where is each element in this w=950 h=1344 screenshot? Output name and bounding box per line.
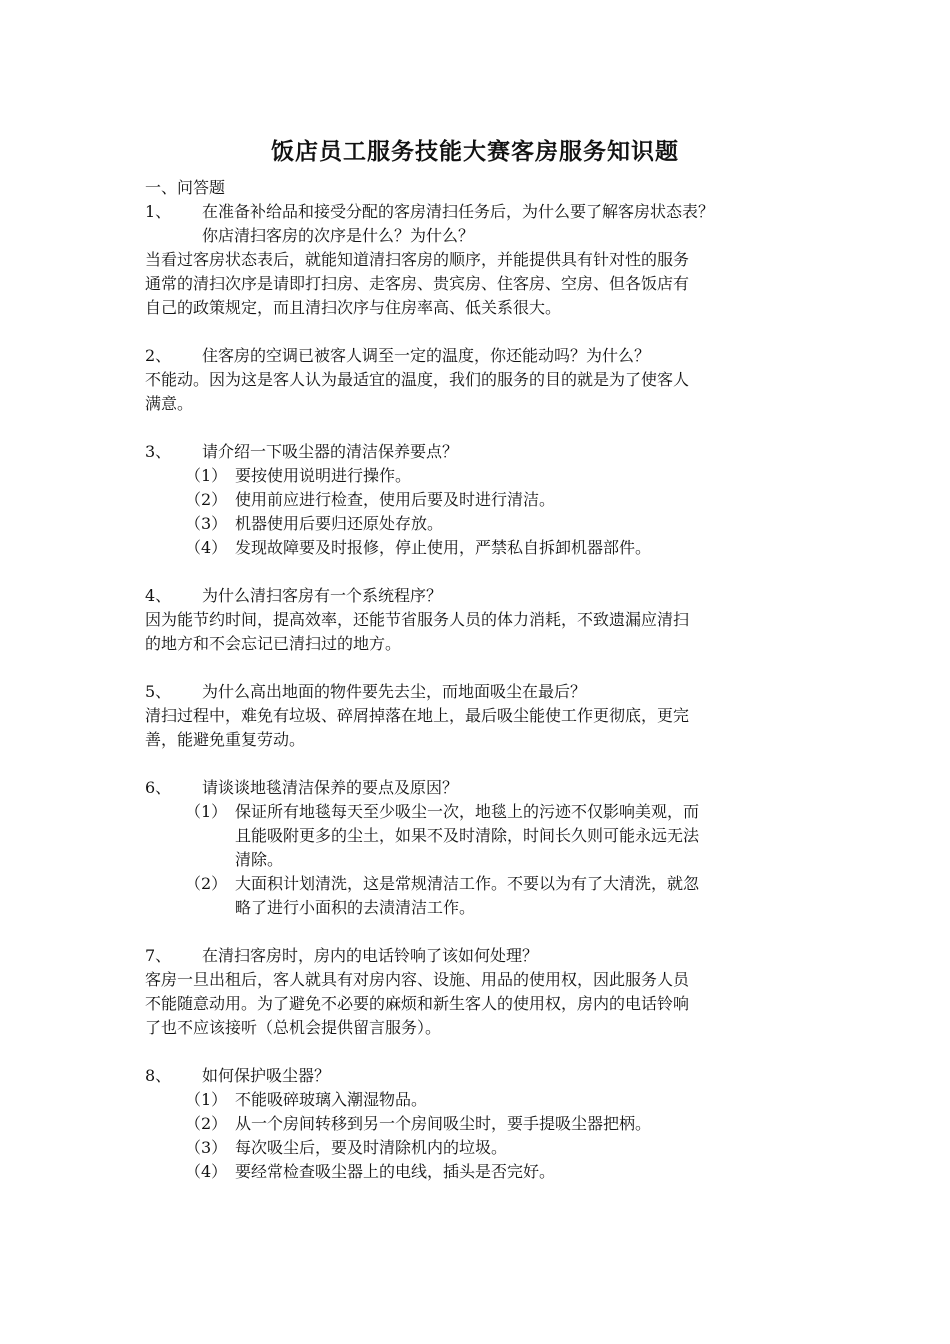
list-item-line: 保证所有地毯每天至少吸尘一次，地毯上的污迹不仅影响美观，而: [235, 802, 700, 821]
question-2: [145, 344, 825, 368]
question-number: 6、: [145, 778, 172, 797]
question-text: [202, 200, 825, 248]
list-item: [185, 536, 825, 560]
question-text: [202, 944, 825, 968]
question-8: [145, 1064, 825, 1088]
list-item-line: 大面积计划清洗，这是常规清洁工作。不要以为有了大清洗，就忽: [235, 874, 700, 893]
list-item-text: [235, 1088, 825, 1112]
question-1: [145, 200, 825, 248]
question-7: [145, 944, 825, 968]
list-item-line: 要按使用说明进行操作。: [235, 466, 412, 485]
answer-line: 因为能节约时间，提高效率，还能节省服务人员的体力消耗，不致遗漏应清扫: [145, 610, 690, 629]
list-item-line: 使用前应进行检查，使用后要及时进行清洁。: [235, 490, 556, 509]
list-item-line: 且能吸附更多的尘土，如果不及时清除，时间长久则可能永远无法: [235, 826, 700, 845]
list-item-line: 清除。: [235, 850, 284, 869]
question-number: 7、: [145, 946, 172, 965]
list-item: [185, 464, 825, 488]
answer-line: 满意。: [145, 394, 194, 413]
answer-line: 不能随意动用。为了避免不必要的麻烦和新生客人的使用权，房内的电话铃响: [145, 994, 690, 1013]
question-line: 请谈谈地毯清洁保养的要点及原因？: [202, 778, 459, 797]
list-item-marker: （4）: [185, 538, 228, 557]
list-item-line: 发现故障要及时报修，停止使用，严禁私自拆卸机器部件。: [235, 538, 652, 557]
question-text: [202, 680, 825, 704]
question-number: 8、: [145, 1066, 172, 1085]
list-item: [185, 1112, 825, 1136]
spacer: [145, 752, 825, 776]
question-line: 为什么清扫客房有一个系统程序？: [202, 586, 443, 605]
spacer: [145, 656, 825, 680]
list-item-text: [235, 1112, 825, 1136]
answer-list: [185, 464, 825, 560]
question-number: 5、: [145, 682, 172, 701]
page-title: 饭店员工服务技能大赛客房服务知识题: [271, 138, 679, 165]
question-text: [202, 440, 825, 464]
question-3: [145, 440, 825, 464]
answer-list: [185, 800, 825, 920]
question-6: [145, 776, 825, 800]
question-text: [202, 1064, 825, 1088]
list-item-text: [235, 512, 825, 536]
list-item-text: [235, 1160, 825, 1184]
list-item-marker: （2）: [185, 490, 228, 509]
answer-line: 当看过客房状态表后，就能知道清扫客房的顺序，并能提供具有针对性的服务: [145, 250, 690, 269]
list-item: [185, 872, 825, 920]
list-item-marker: （1）: [185, 802, 228, 821]
list-item-text: [235, 872, 825, 920]
list-item-text: [235, 1136, 825, 1160]
list-item: [185, 488, 825, 512]
list-item-text: [235, 464, 825, 488]
question-line: 在准备补给品和接受分配的客房清扫任务后，为什么要了解客房状态表？: [202, 202, 715, 221]
list-item-marker: （3）: [185, 1138, 228, 1157]
answer-line: 了也不应该接听（总机会提供留言服务）。: [145, 1018, 442, 1037]
list-item-text: [235, 536, 825, 560]
question-5: [145, 680, 825, 704]
question-4: [145, 584, 825, 608]
answer-line: 通常的清扫次序是请即打扫房、走客房、贵宾房、住客房、空房、但各饭店有: [145, 274, 690, 293]
answer-line: 的地方和不会忘记已清扫过的地方。: [145, 634, 402, 653]
question-line: 住客房的空调已被客人调至一定的温度，你还能动吗？为什么？: [202, 346, 651, 365]
list-item-line: 略了进行小面积的去渍清洁工作。: [235, 898, 476, 917]
question-number: 1、: [145, 202, 172, 221]
list-item-text: [235, 800, 825, 872]
list-item-line: 不能吸碎玻璃入潮湿物品。: [235, 1090, 428, 1109]
spacer: [145, 416, 825, 440]
question-number: 3、: [145, 442, 172, 461]
spacer: [145, 560, 825, 584]
answer-line: 不能动。因为这是客人认为最适宜的温度，我们的服务的目的就是为了使客人: [145, 370, 690, 389]
list-item: [185, 512, 825, 536]
list-item: [185, 800, 825, 872]
list-item-marker: （3）: [185, 514, 228, 533]
list-item-marker: （4）: [185, 1162, 228, 1181]
question-line: 为什么高出地面的物件要先去尘，而地面吸尘在最后？: [202, 682, 587, 701]
list-item: [185, 1160, 825, 1184]
question-number: 4、: [145, 586, 172, 605]
list-item-marker: （2）: [185, 874, 228, 893]
answer-line: 清扫过程中，难免有垃圾、碎屑掉落在地上，最后吸尘能使工作更彻底，更完: [145, 706, 690, 725]
answer-line: 客房一旦出租后，客人就具有对房内容、设施、用品的使用权，因此服务人员: [145, 970, 690, 989]
question-line: 在清扫客房时，房内的电话铃响了该如何处理？: [202, 946, 539, 965]
question-line: 请介绍一下吸尘器的清洁保养要点？: [202, 442, 459, 461]
question-text: [202, 584, 825, 608]
list-item-line: 机器使用后要归还原处存放。: [235, 514, 444, 533]
question-text: [202, 344, 825, 368]
list-item-line: 要经常检查吸尘器上的电线，插头是否完好。: [235, 1162, 556, 1181]
document-body: [145, 176, 825, 1184]
list-item-marker: （1）: [185, 1090, 228, 1109]
spacer: [145, 920, 825, 944]
list-item-marker: （1）: [185, 466, 228, 485]
spacer: [145, 320, 825, 344]
list-item-line: 从一个房间转移到另一个房间吸尘时，要手提吸尘器把柄。: [235, 1114, 652, 1133]
answer-list: [185, 1088, 825, 1184]
list-item-marker: （2）: [185, 1114, 228, 1133]
question-text: [202, 776, 825, 800]
list-item-text: [235, 488, 825, 512]
spacer: [145, 1040, 825, 1064]
answer-line: 自己的政策规定，而且清扫次序与住房率高、低关系很大。: [145, 298, 562, 317]
answer-line: 善，能避免重复劳动。: [145, 730, 306, 749]
question-number: 2、: [145, 346, 172, 365]
section-heading: 一、问答题: [145, 178, 226, 197]
list-item: [185, 1088, 825, 1112]
question-line: 如何保护吸尘器？: [202, 1066, 331, 1085]
question-line: 你店清扫客房的次序是什么？为什么？: [202, 226, 475, 245]
list-item: [185, 1136, 825, 1160]
list-item-line: 每次吸尘后，要及时清除机内的垃圾。: [235, 1138, 508, 1157]
